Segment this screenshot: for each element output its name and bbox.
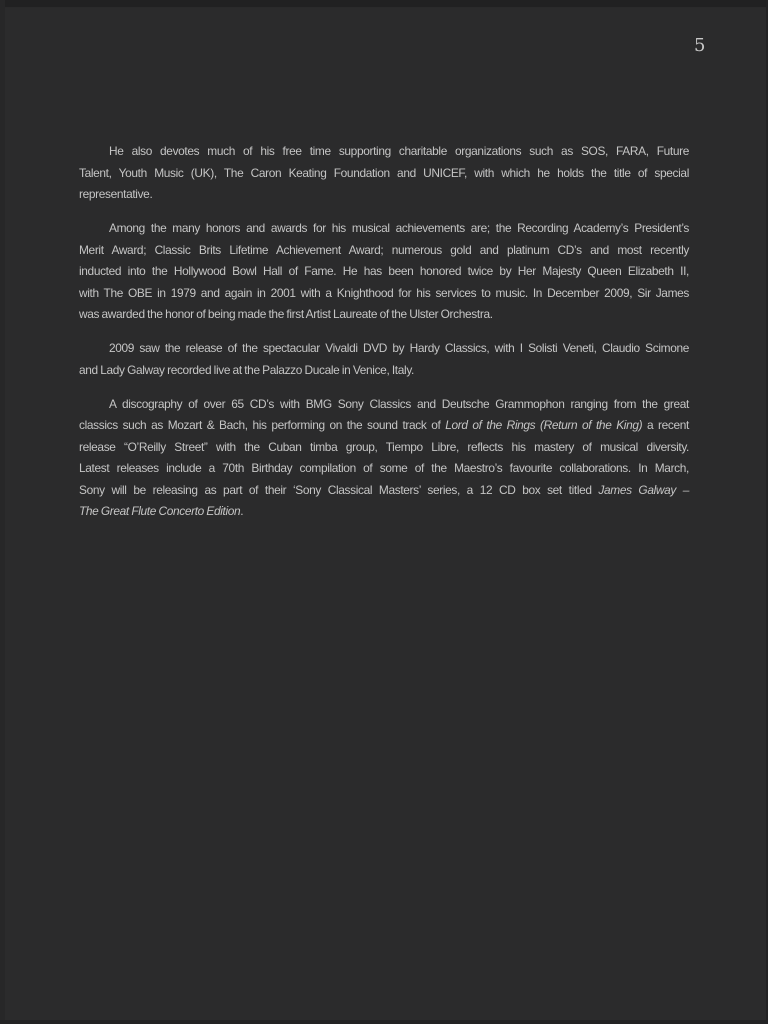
- text-segment: release “O’Reilly Street” with the Cuban timba group, Tiempo Libre, reflects his mastery of musical diversity.: [79, 439, 689, 454]
- text-line: [79, 240, 689, 262]
- italic-text-segment: James Galway –: [598, 482, 689, 497]
- text-line: [79, 338, 689, 360]
- text-line: [79, 458, 689, 480]
- text-line: [79, 415, 689, 437]
- text-segment: Talent, Youth Music (UK), The Caron Keating Foundation and UNICEF, with which he holds the title of special: [79, 165, 689, 180]
- text-line: [79, 501, 689, 523]
- text-segment: inducted into the Hollywood Bowl Hall of Fame. He has been honored twice by Her Majesty Queen Elizabeth II,: [79, 264, 689, 278]
- text-segment: and Lady Galway recorded live at the Palazzo Ducale in Venice, Italy.: [79, 362, 414, 377]
- text-segment: was awarded the honor of being made the first Artist Laureate of the Ulster Orchestra.: [79, 307, 493, 321]
- text-segment: He also devotes much of his free time supporting charitable organizations such as SOS, FARA, Future: [109, 144, 689, 158]
- text-line: [79, 163, 689, 185]
- text-segment: classics such as Mozart & Bach, his performing on the sound track of: [79, 418, 446, 432]
- page-number: 5: [694, 35, 706, 56]
- text-line: [79, 480, 689, 502]
- text-segment: Sony will be releasing as part of their ‘Sony Classical Masters’ series, a 12 CD box set titled: [79, 482, 599, 497]
- page-top-edge-shading: [0, 0, 768, 8]
- text-segment: with The OBE in 1979 and again in 2001 with a Knighthood for his services to music. In December 2009, Sir James: [79, 285, 689, 300]
- text-line: [79, 394, 689, 416]
- paragraph: [79, 141, 689, 206]
- text-line: [79, 184, 689, 206]
- text-line: [79, 141, 689, 163]
- italic-text-segment: Lord of the Rings (Return of the King): [445, 418, 643, 432]
- text-segment: A discography of over 65 CD’s with BMG Sony Classics and Deutsche Grammophon ranging from the great: [109, 396, 689, 411]
- text-line: [79, 304, 689, 326]
- text-segment: Latest releases include a 70th Birthday compilation of some of the Maestro’s favourite collaborations. In March,: [79, 461, 689, 475]
- text-segment: a recent: [642, 418, 689, 432]
- body-text: [79, 141, 689, 535]
- text-segment: representative.: [79, 187, 153, 201]
- italic-text-segment: The Great Flute Concerto Edition: [79, 504, 241, 518]
- page-left-edge-shading: [0, 0, 5, 1024]
- text-line: [79, 218, 689, 240]
- paragraph: [79, 338, 689, 381]
- text-line: [79, 283, 689, 305]
- paragraph: [79, 218, 689, 326]
- paragraph: [79, 394, 689, 523]
- text-line: [79, 261, 689, 283]
- page-bottom-edge-shading: [0, 1020, 768, 1024]
- text-segment: .: [240, 504, 244, 518]
- text-line: [79, 437, 689, 459]
- text-segment: Merit Award; Classic Brits Lifetime Achievement Award; numerous gold and platinum CD’s and most recently: [79, 242, 689, 257]
- text-line: [79, 360, 689, 382]
- text-segment: 2009 saw the release of the spectacular Vivaldi DVD by Hardy Classics, with I Solisti Veneti, Claudio Scimone: [109, 341, 689, 355]
- text-segment: Among the many honors and awards for his musical achievements are; the Recording Academy’s President’s: [109, 221, 689, 235]
